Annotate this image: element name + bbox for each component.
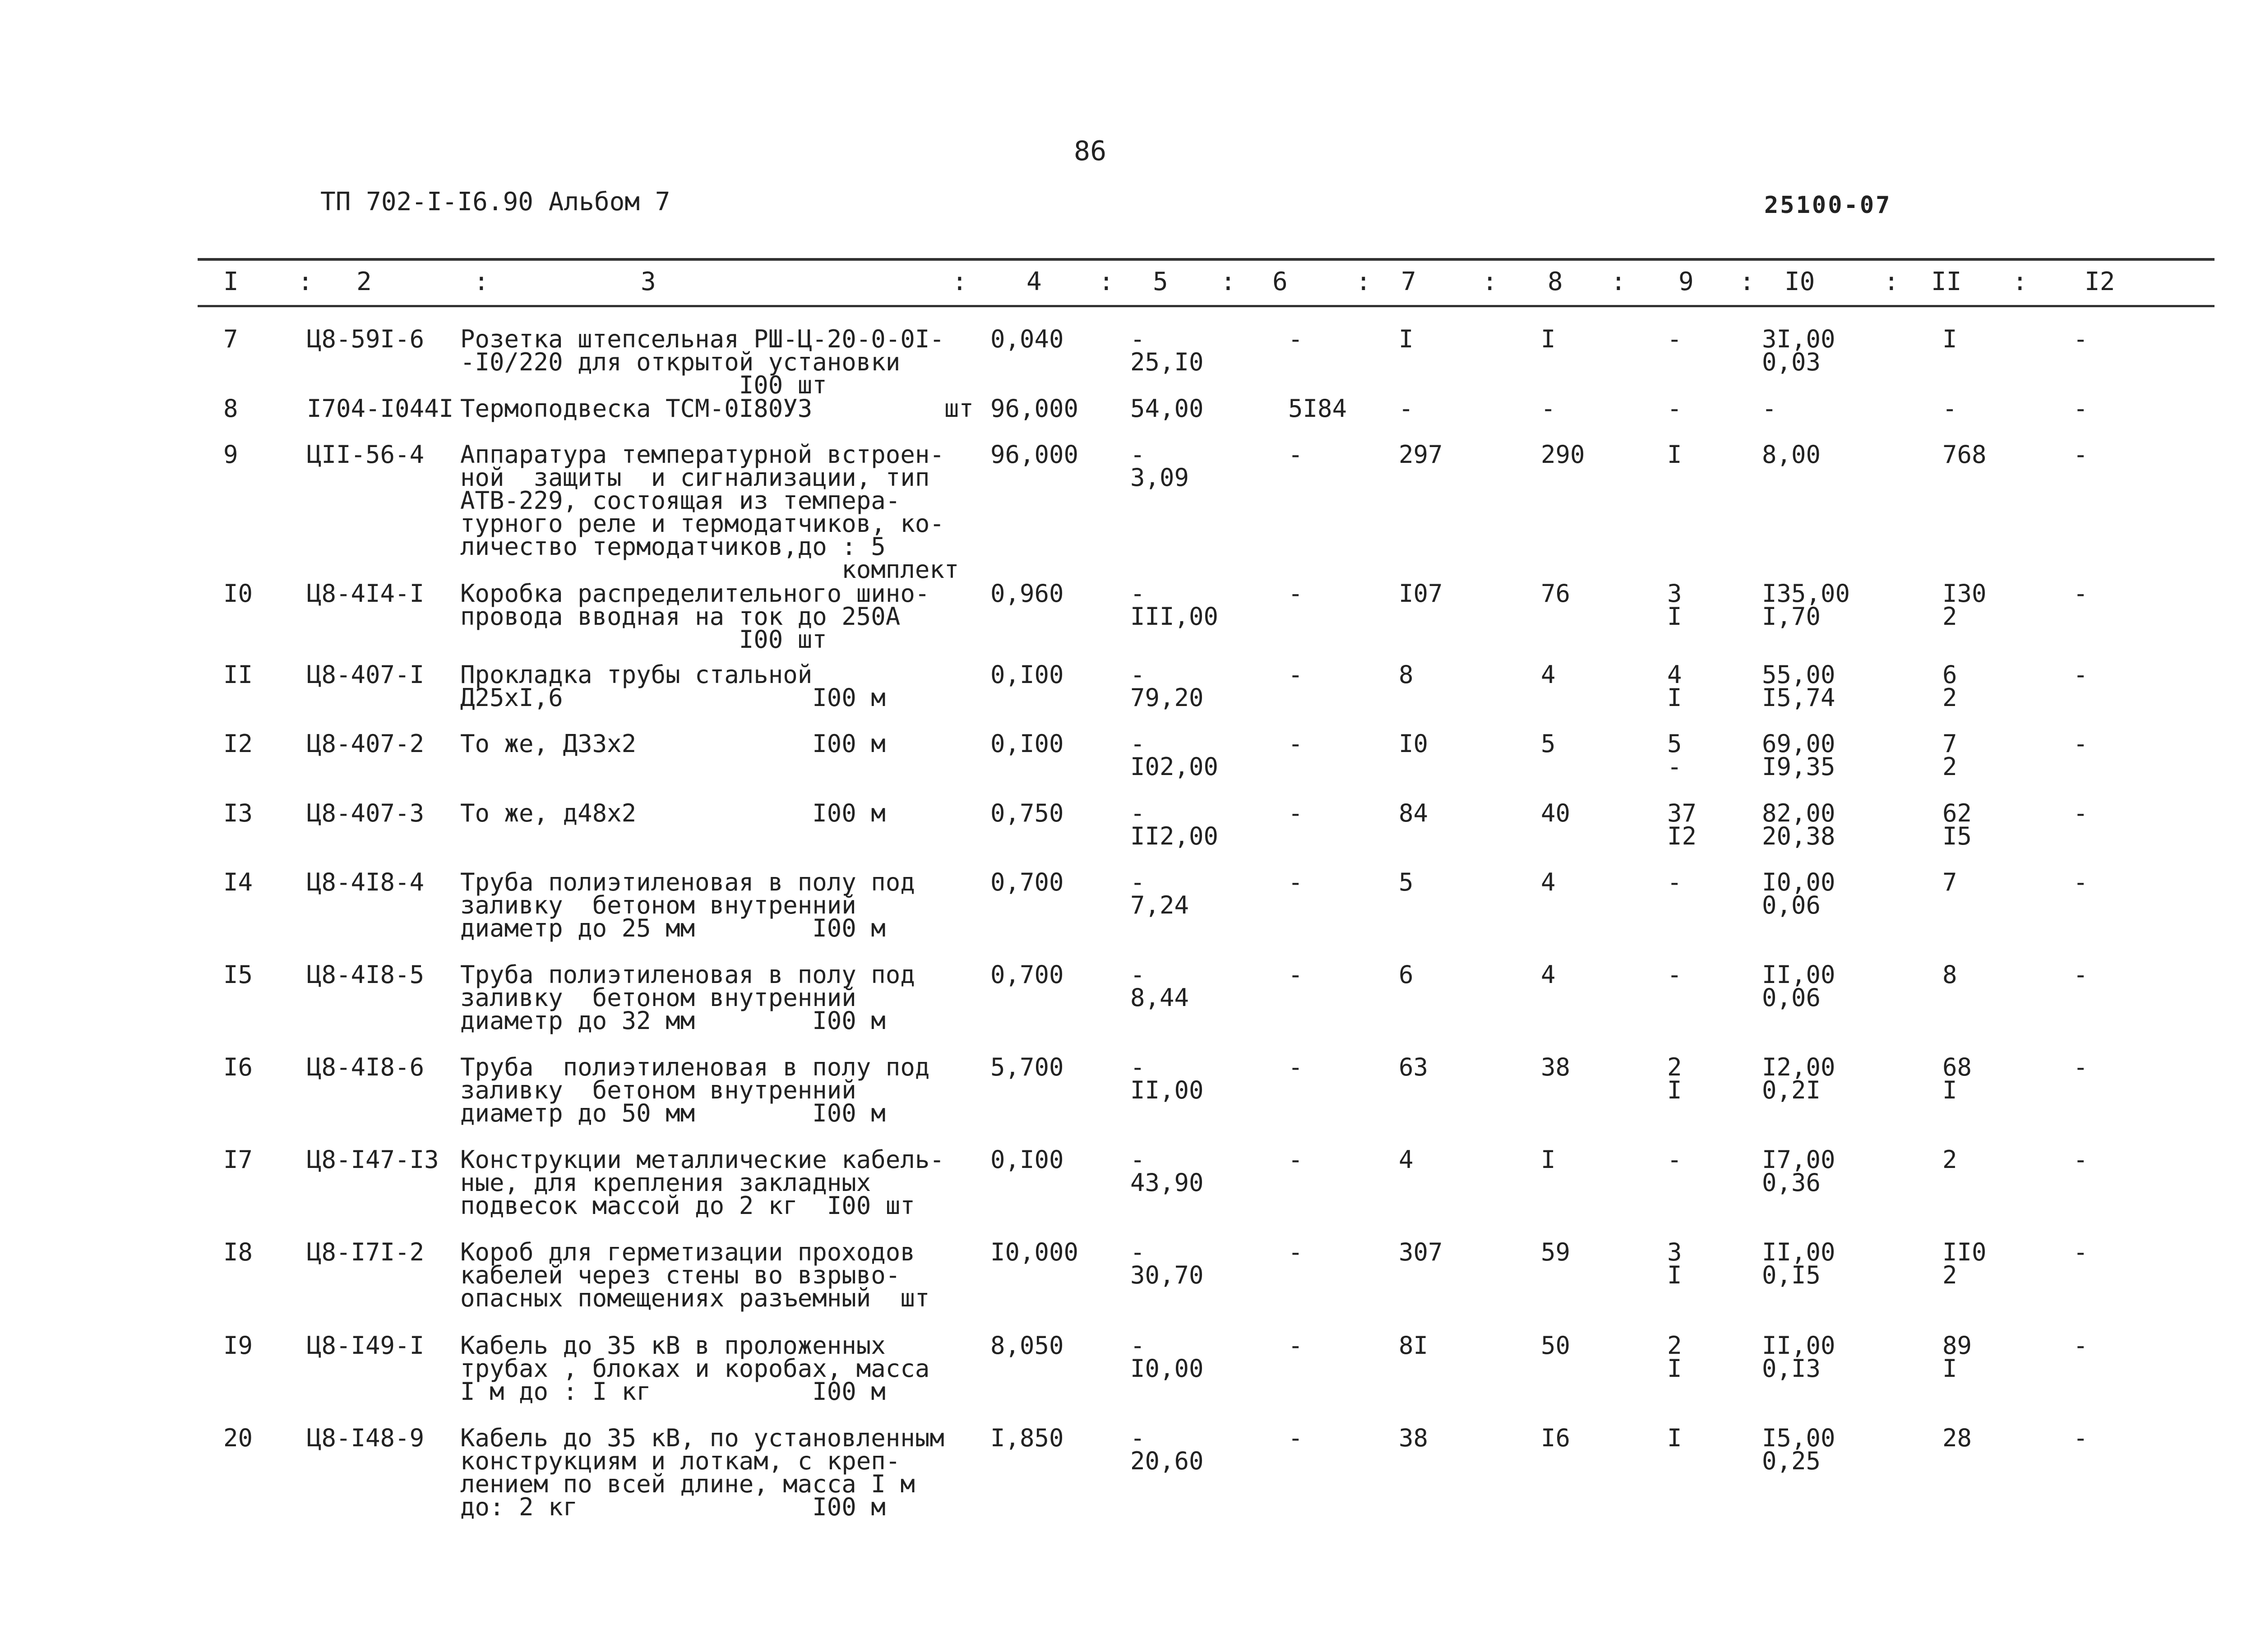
row-col-8: I6 xyxy=(1541,1424,1571,1452)
row-col-5: - II,00 xyxy=(1130,1053,1204,1104)
row-col-7: I07 xyxy=(1399,579,1443,608)
row-code: Ц8-407-2 xyxy=(307,729,425,758)
row-col-5: - 7,24 xyxy=(1130,868,1189,919)
row-col-5: - 20,60 xyxy=(1130,1424,1204,1475)
row-col-10: 82,00 20,38 xyxy=(1762,799,1835,850)
row-col-11: 7 2 xyxy=(1942,729,1957,781)
header-col-6: 6 xyxy=(1272,267,1288,296)
row-col-11: 89 I xyxy=(1942,1331,1972,1383)
row-col-6: - xyxy=(1288,799,1303,827)
row-description: То же, Д33х2 I00 м xyxy=(460,729,886,758)
row-number: I4 xyxy=(223,868,253,896)
row-col-9: 3 I xyxy=(1667,1238,1682,1289)
row-col-5: - 43,90 xyxy=(1130,1145,1204,1197)
row-col-11: 768 xyxy=(1942,440,1987,469)
row-col-5: - 30,70 xyxy=(1130,1238,1204,1289)
row-col-4: 5,700 xyxy=(990,1053,1064,1081)
row-col-10: I2,00 0,2I xyxy=(1762,1053,1835,1104)
header-separator: : xyxy=(298,267,313,296)
row-col-4: 0,I00 xyxy=(990,660,1064,689)
row-col-8: 59 xyxy=(1541,1238,1571,1266)
row-number: 9 xyxy=(223,440,238,469)
row-col-7: 38 xyxy=(1399,1424,1428,1452)
row-col-4: 0,700 xyxy=(990,960,1064,989)
row-col-9: - xyxy=(1667,394,1682,423)
row-code: ЦII-56-4 xyxy=(307,440,425,469)
row-col-6: - xyxy=(1288,1145,1303,1174)
row-col-10: I5,00 0,25 xyxy=(1762,1424,1835,1475)
row-col-4: 96,000 xyxy=(990,394,1079,423)
header-separator: : xyxy=(952,267,967,296)
row-col-5: - I02,00 xyxy=(1130,729,1219,781)
row-description: Короб для герметизации проходов кабелей через стены во взрыво- опасных помещениях разъемный шт xyxy=(460,1238,930,1312)
row-code: Ц8-I7I-2 xyxy=(307,1238,425,1266)
row-col-11: 28 xyxy=(1942,1424,1972,1452)
row-col-12: - xyxy=(2073,440,2088,469)
table-top-rule xyxy=(198,258,2214,261)
row-col-9: - xyxy=(1667,960,1682,989)
row-col-8: I xyxy=(1541,325,1556,353)
row-col-5: - 3,09 xyxy=(1130,440,1189,492)
row-col-4: 0,700 xyxy=(990,868,1064,896)
row-col-7: 5 xyxy=(1399,868,1414,896)
row-col-7: 8I xyxy=(1399,1331,1428,1360)
row-col-9: - xyxy=(1667,868,1682,896)
row-col-6: - xyxy=(1288,868,1303,896)
row-description: Труба полиэтиленовая в полу под заливку бетоном внутренний диаметр до 50 мм I00 м xyxy=(460,1053,930,1127)
row-code: Ц8-4I4-I xyxy=(307,579,425,608)
row-description: Прокладка трубы стальной Д25хI,6 I00 м xyxy=(460,660,886,712)
row-col-12: - xyxy=(2073,394,2088,423)
row-col-9: 5 - xyxy=(1667,729,1682,781)
row-col-7: I0 xyxy=(1399,729,1428,758)
row-col-7: 6 xyxy=(1399,960,1414,989)
header-separator: : xyxy=(1356,267,1371,296)
row-col-9: 4 I xyxy=(1667,660,1682,712)
header-col-12: I2 xyxy=(2085,267,2115,296)
album-title: ТП 702-I-I6.90 Альбом 7 xyxy=(320,187,670,217)
header-col-2: 2 xyxy=(356,267,372,296)
header-col-3: 3 xyxy=(641,267,656,296)
row-col-5: - II2,00 xyxy=(1130,799,1219,850)
row-col-6: - xyxy=(1288,660,1303,689)
row-col-12: - xyxy=(2073,799,2088,827)
row-col-9: 2 I xyxy=(1667,1331,1682,1383)
row-col-4: 96,000 xyxy=(990,440,1079,469)
header-separator: : xyxy=(1099,267,1114,296)
header-separator: : xyxy=(2012,267,2028,296)
row-number: I8 xyxy=(223,1238,253,1266)
row-col-10: 8,00 xyxy=(1762,440,1821,469)
row-col-11: I xyxy=(1942,325,1957,353)
row-code: Ц8-407-I xyxy=(307,660,425,689)
row-col-9: - xyxy=(1667,325,1682,353)
row-col-5: 54,00 xyxy=(1130,394,1204,423)
row-col-7: I xyxy=(1399,325,1414,353)
row-col-4: 8,050 xyxy=(990,1331,1064,1360)
row-code: Ц8-I48-9 xyxy=(307,1424,425,1452)
row-col-11: I30 2 xyxy=(1942,579,1987,631)
row-col-12: - xyxy=(2073,1053,2088,1081)
row-col-7: 297 xyxy=(1399,440,1443,469)
row-number: 8 xyxy=(223,394,238,423)
row-col-5: - I0,00 xyxy=(1130,1331,1204,1383)
row-col-8: 40 xyxy=(1541,799,1571,827)
row-number: I9 xyxy=(223,1331,253,1360)
row-description: Труба полиэтиленовая в полу под заливку бетоном внутренний диаметр до 32 мм I00 м xyxy=(460,960,915,1035)
header-col-7: 7 xyxy=(1401,267,1416,296)
table-header-rule xyxy=(198,305,2214,307)
row-col-10: - xyxy=(1762,394,1777,423)
row-number: I5 xyxy=(223,960,253,989)
row-col-8: 38 xyxy=(1541,1053,1571,1081)
row-description: Термоподвеска ТСМ-0I80УЗ шт xyxy=(460,394,974,423)
row-col-7: 63 xyxy=(1399,1053,1428,1081)
header-col-1: I xyxy=(223,267,239,296)
row-code: Ц8-59I-6 xyxy=(307,325,425,353)
row-col-10: II,00 0,I5 xyxy=(1762,1238,1835,1289)
row-number: I2 xyxy=(223,729,253,758)
row-code: Ц8-407-3 xyxy=(307,799,425,827)
row-col-5: - 8,44 xyxy=(1130,960,1189,1012)
row-col-10: 69,00 I9,35 xyxy=(1762,729,1835,781)
row-col-12: - xyxy=(2073,660,2088,689)
row-col-11: II0 2 xyxy=(1942,1238,1987,1289)
row-col-6: - xyxy=(1288,729,1303,758)
row-col-9: 3 I xyxy=(1667,579,1682,631)
row-col-10: 3I,00 0,03 xyxy=(1762,325,1835,376)
page-number: 86 xyxy=(1074,135,1107,167)
row-col-11: 2 xyxy=(1942,1145,1957,1174)
row-description: Конструкции металлические кабель- ные, для крепления закладных подвесок массой до 2 кг I00 шт xyxy=(460,1145,944,1220)
row-col-12: - xyxy=(2073,960,2088,989)
header-separator: : xyxy=(1884,267,1899,296)
row-col-7: 307 xyxy=(1399,1238,1443,1266)
row-code: Ц8-4I8-6 xyxy=(307,1053,425,1081)
row-col-12: - xyxy=(2073,1424,2088,1452)
row-col-7: 8 xyxy=(1399,660,1414,689)
header-separator: : xyxy=(474,267,489,296)
row-col-5: - 25,I0 xyxy=(1130,325,1204,376)
row-col-9: - xyxy=(1667,1145,1682,1174)
row-col-12: - xyxy=(2073,729,2088,758)
row-number: II xyxy=(223,660,253,689)
header-col-11: II xyxy=(1931,267,1962,296)
header-separator: : xyxy=(1739,267,1755,296)
row-code: Ц8-I47-I3 xyxy=(307,1145,439,1174)
row-col-9: I xyxy=(1667,440,1682,469)
row-col-7: 84 xyxy=(1399,799,1428,827)
row-col-8: 76 xyxy=(1541,579,1571,608)
row-col-6: - xyxy=(1288,1331,1303,1360)
row-col-9: 2 I xyxy=(1667,1053,1682,1104)
row-col-6: - xyxy=(1288,1053,1303,1081)
row-col-11: 68 I xyxy=(1942,1053,1972,1104)
row-col-6: - xyxy=(1288,440,1303,469)
row-col-10: I0,00 0,06 xyxy=(1762,868,1835,919)
row-col-11: 7 xyxy=(1942,868,1957,896)
row-col-12: - xyxy=(2073,1238,2088,1266)
row-col-12: - xyxy=(2073,1331,2088,1360)
row-col-6: - xyxy=(1288,1238,1303,1266)
row-col-8: - xyxy=(1541,394,1556,423)
row-col-8: 290 xyxy=(1541,440,1585,469)
row-col-8: 50 xyxy=(1541,1331,1571,1360)
row-col-10: II,00 0,I3 xyxy=(1762,1331,1835,1383)
row-number: I3 xyxy=(223,799,253,827)
row-col-6: - xyxy=(1288,579,1303,608)
row-description: Труба полиэтиленовая в полу под заливку бетоном внутренний диаметр до 25 мм I00 м xyxy=(460,868,915,942)
row-col-8: 4 xyxy=(1541,660,1556,689)
row-col-4: 0,I00 xyxy=(990,729,1064,758)
row-col-5: - III,00 xyxy=(1130,579,1219,631)
row-col-10: I35,00 I,70 xyxy=(1762,579,1850,631)
document-code: 25100-07 xyxy=(1764,192,1892,219)
row-col-11: 62 I5 xyxy=(1942,799,1972,850)
table-header xyxy=(0,268,2256,300)
row-col-6: - xyxy=(1288,960,1303,989)
row-col-9: 37 I2 xyxy=(1667,799,1697,850)
row-col-4: 0,I00 xyxy=(990,1145,1064,1174)
row-col-8: 4 xyxy=(1541,960,1556,989)
row-number: 20 xyxy=(223,1424,253,1452)
row-number: I6 xyxy=(223,1053,253,1081)
row-col-12: - xyxy=(2073,579,2088,608)
row-description: Аппаратура температурной встроен- ной защиты и сигнализации, тип АТВ-229, состоящая из темпера- турного реле и термодатчиков, ко- личество термодатчиков,до : 5 комплект xyxy=(460,440,959,584)
row-number: I0 xyxy=(223,579,253,608)
header-col-9: 9 xyxy=(1678,267,1694,296)
row-code: I704-I044I xyxy=(307,394,454,423)
row-col-6: - xyxy=(1288,1424,1303,1452)
header-separator: : xyxy=(1611,267,1626,296)
row-col-11: 6 2 xyxy=(1942,660,1957,712)
row-col-4: 0,750 xyxy=(990,799,1064,827)
header-col-8: 8 xyxy=(1548,267,1563,296)
header-col-5: 5 xyxy=(1153,267,1168,296)
row-col-4: 0,960 xyxy=(990,579,1064,608)
row-col-5: - 79,20 xyxy=(1130,660,1204,712)
header-separator: : xyxy=(1482,267,1498,296)
row-number: I7 xyxy=(223,1145,253,1174)
row-code: Ц8-4I8-5 xyxy=(307,960,425,989)
row-col-8: 4 xyxy=(1541,868,1556,896)
row-col-7: 4 xyxy=(1399,1145,1414,1174)
header-col-10: I0 xyxy=(1784,267,1815,296)
row-col-11: - xyxy=(1942,394,1957,423)
row-col-4: I,850 xyxy=(990,1424,1064,1452)
row-col-12: - xyxy=(2073,868,2088,896)
row-description: Розетка штепсельная РШ-Ц-20-0-0I- -I0/220 для открытой установки I00 шт xyxy=(460,325,944,399)
row-description: То же, д48х2 I00 м xyxy=(460,799,886,827)
row-col-11: 8 xyxy=(1942,960,1957,989)
row-col-10: II,00 0,06 xyxy=(1762,960,1835,1012)
header-separator: : xyxy=(1220,267,1236,296)
row-description: Коробка распределительного шино- провода вводная на ток до 250А I00 шт xyxy=(460,579,930,654)
row-code: Ц8-4I8-4 xyxy=(307,868,425,896)
row-col-8: 5 xyxy=(1541,729,1556,758)
row-col-6: 5I84 xyxy=(1288,394,1347,423)
header-col-4: 4 xyxy=(1026,267,1042,296)
row-col-10: I7,00 0,36 xyxy=(1762,1145,1835,1197)
row-col-9: I xyxy=(1667,1424,1682,1452)
row-col-12: - xyxy=(2073,1145,2088,1174)
row-col-4: 0,040 xyxy=(990,325,1064,353)
row-description: Кабель до 35 кВ в проложенных трубах , блоках и коробах, масса I м до : I кг I00 м xyxy=(460,1331,930,1406)
row-col-8: I xyxy=(1541,1145,1556,1174)
row-col-10: 55,00 I5,74 xyxy=(1762,660,1835,712)
row-col-6: - xyxy=(1288,325,1303,353)
row-code: Ц8-I49-I xyxy=(307,1331,425,1360)
row-col-4: I0,000 xyxy=(990,1238,1079,1266)
row-description: Кабель до 35 кВ, по установленным конструкциям и лоткам, с креп- лением по всей длине, масса I м до: 2 кг I00 м xyxy=(460,1424,944,1521)
row-col-7: - xyxy=(1399,394,1414,423)
row-col-12: - xyxy=(2073,325,2088,353)
row-number: 7 xyxy=(223,325,238,353)
